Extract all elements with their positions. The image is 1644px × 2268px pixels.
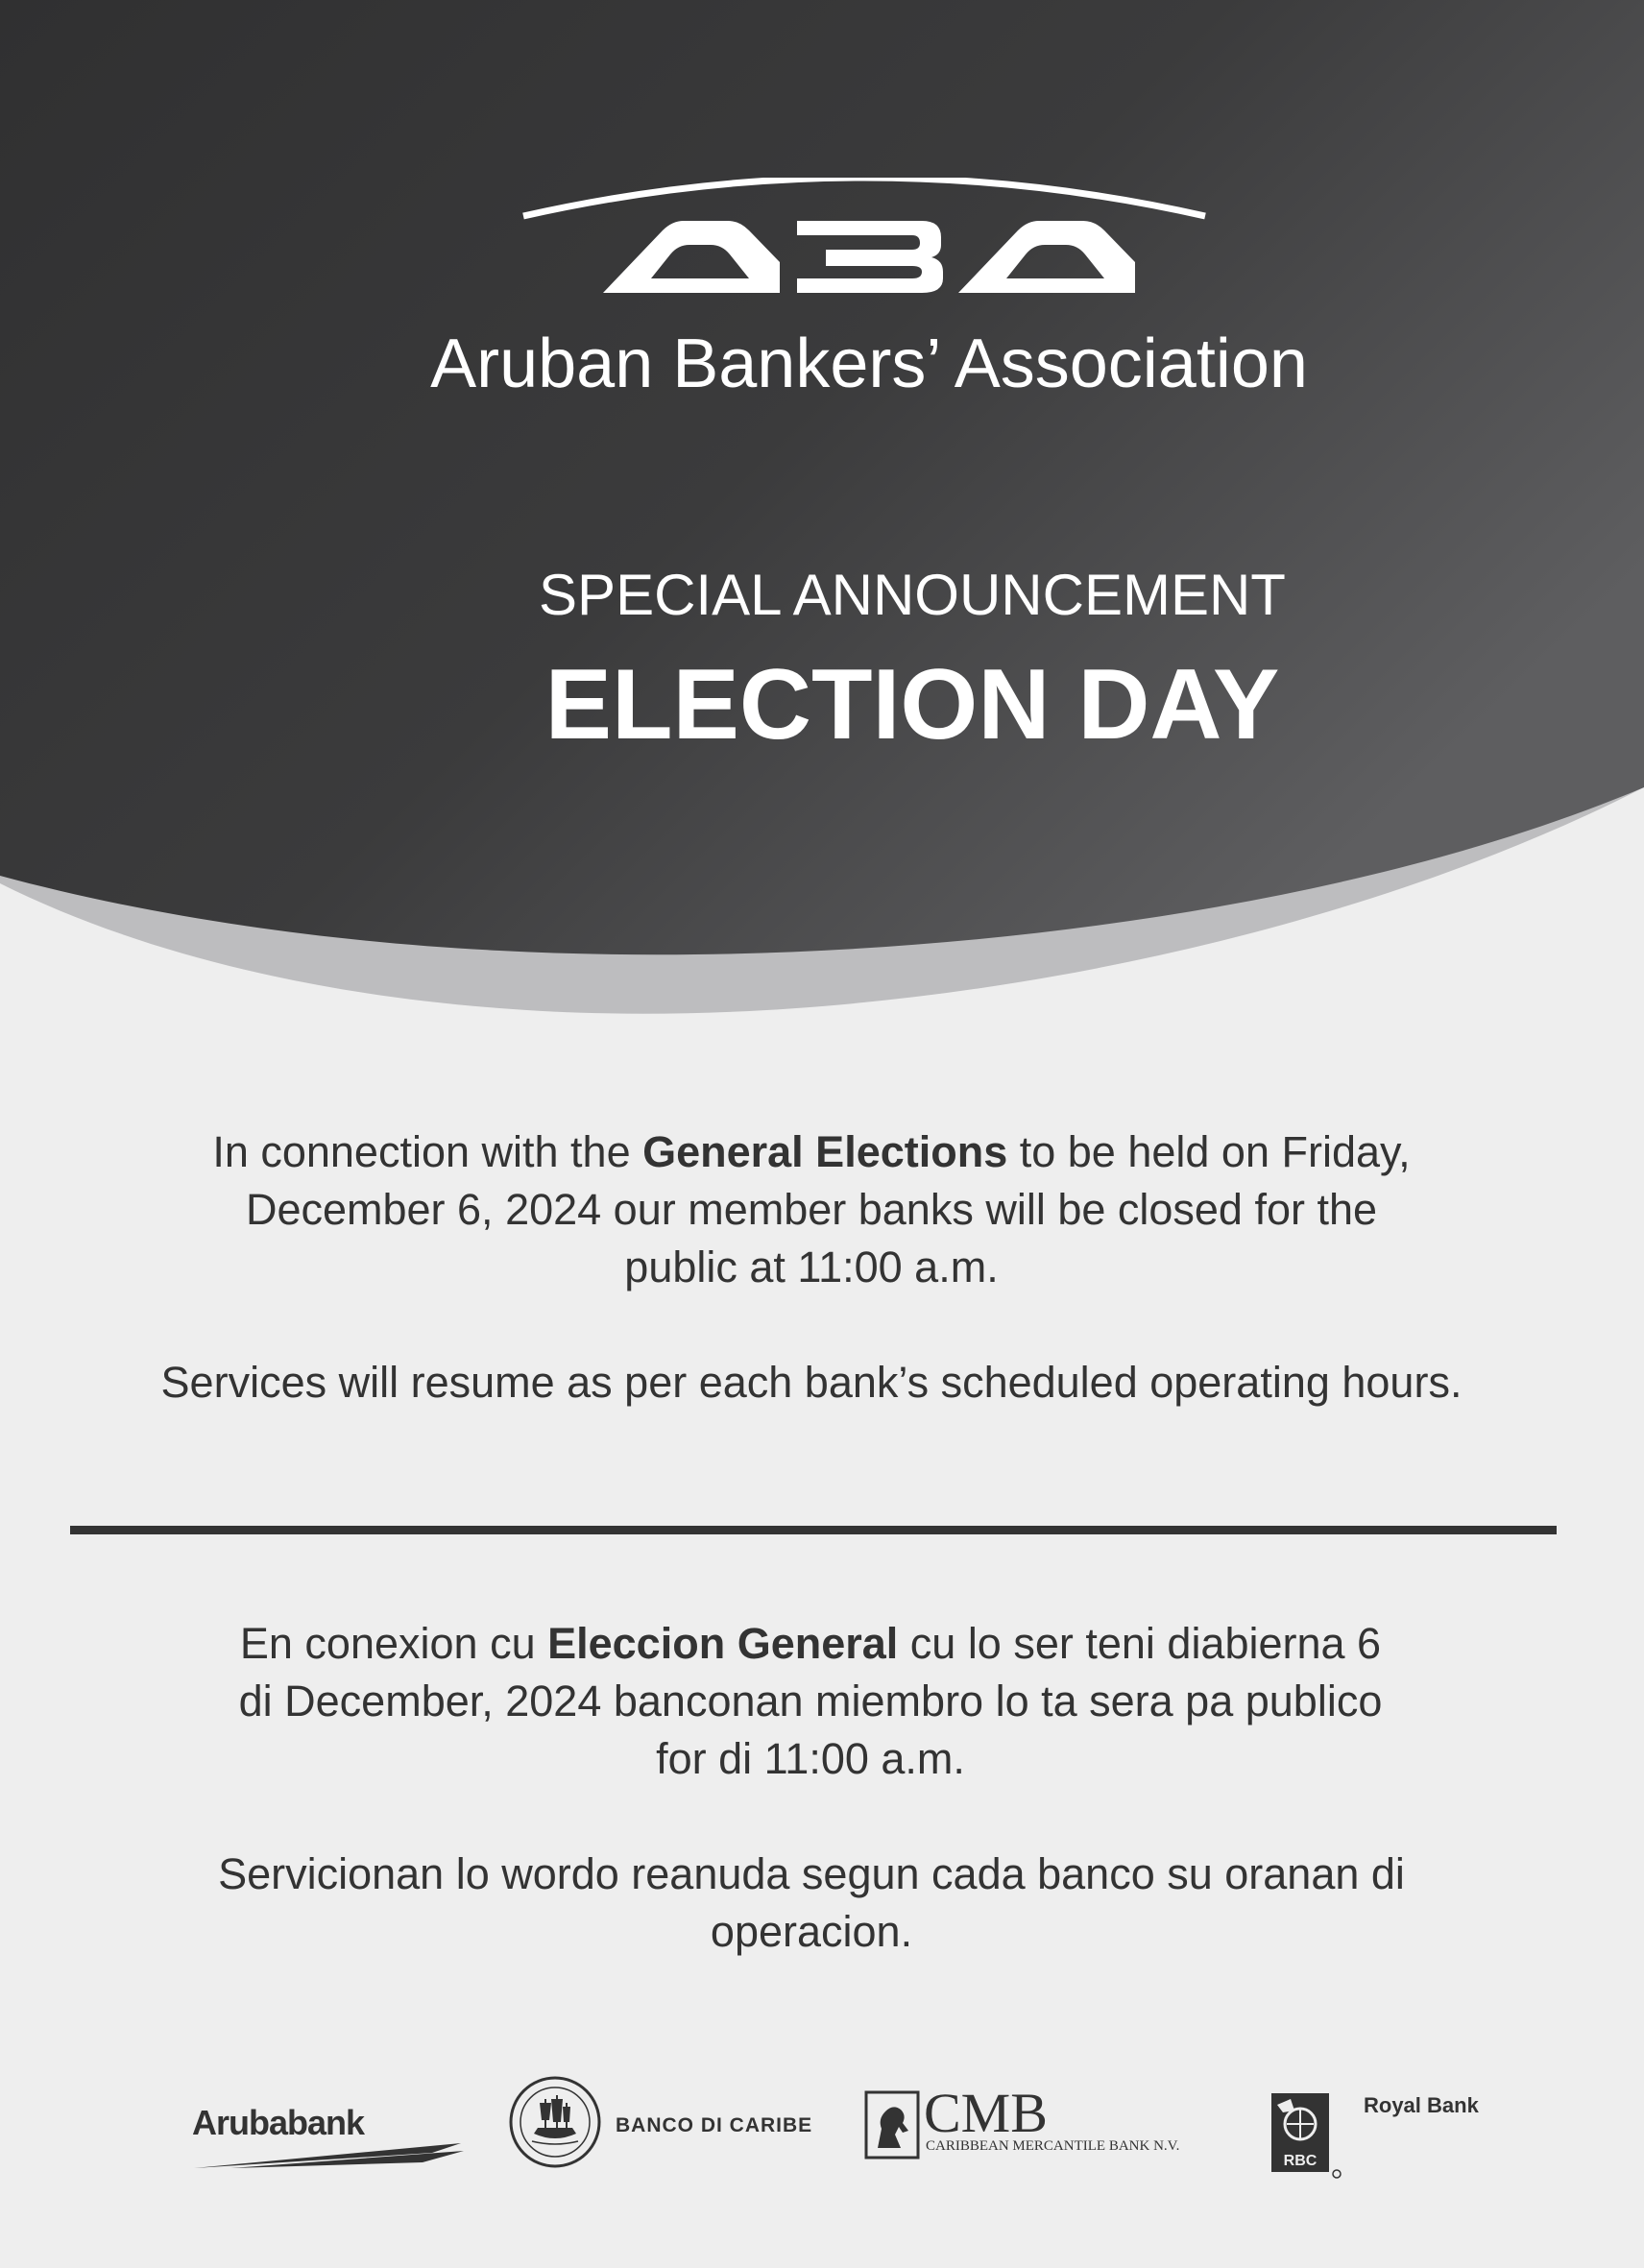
announcement-title: ELECTION DAY: [544, 649, 1280, 760]
arubabank-name: Arubabank: [192, 2103, 365, 2142]
papiamento-p1-bold: Eleccion General: [547, 1619, 899, 1668]
section-divider: [70, 1526, 1557, 1534]
ship-seal-icon: [507, 2074, 603, 2170]
arubabank-swoosh-icon: [192, 2141, 466, 2170]
papiamento-p1-pre: En conexion cu: [239, 1619, 548, 1668]
header-background: [0, 0, 1644, 1027]
rbc-icon-text: RBC: [1283, 2153, 1318, 2169]
papiamento-paragraph-1: [234, 1615, 1387, 1788]
member-banks-footer: [0, 2064, 1644, 2189]
banco-di-caribe-name: BANCO DI CARIBE: [616, 2114, 813, 2136]
cmb-name: CMB: [924, 2082, 1048, 2144]
papiamento-p1-post: cu lo ser teni diabierna 6 di December, 2024 banconan miembro lo ta sera pa publico for di 11:00 a.m.: [238, 1619, 1383, 1783]
royal-bank-logo: [1268, 2074, 1517, 2180]
english-p1-post: to be held on Friday, December 6, 2024 our member banks will be closed for the public at 11:00 a.m.: [245, 1127, 1411, 1291]
header-dark-panel: [0, 0, 1644, 954]
english-p1-pre: In connection with the: [212, 1127, 643, 1176]
royal-bank-name: Royal Bank: [1364, 2093, 1479, 2117]
rbc-lion-globe-icon: [1268, 2091, 1344, 2180]
logo-letter-a: [958, 221, 1135, 293]
aba-logo: [509, 178, 1220, 312]
arubabank-logo: [192, 2093, 466, 2165]
papiamento-paragraph-2: Servicionan lo wordo reanuda segun cada banco su oranan di operacion.: [218, 1849, 1405, 1956]
banco-di-caribe-logo: [507, 2074, 814, 2180]
announcement-label: SPECIAL ANNOUNCEMENT: [539, 563, 1286, 627]
lion-crest-icon: [864, 2090, 920, 2159]
logo-letter-a: [603, 221, 780, 293]
english-p1-bold: General Elections: [642, 1127, 1008, 1176]
logo-arc: [523, 178, 1205, 216]
english-paragraph-1: [211, 1123, 1412, 1296]
cmb-logo: [864, 2082, 1229, 2165]
association-name: Aruban Bankers’ Association: [430, 326, 1308, 402]
logo-letter-b: [797, 221, 943, 293]
english-paragraph-2: Services will resume as per each bank’s scheduled operating hours.: [160, 1358, 1463, 1407]
cmb-subtitle: CARIBBEAN MERCANTILE BANK N.V.: [926, 2138, 1180, 2154]
